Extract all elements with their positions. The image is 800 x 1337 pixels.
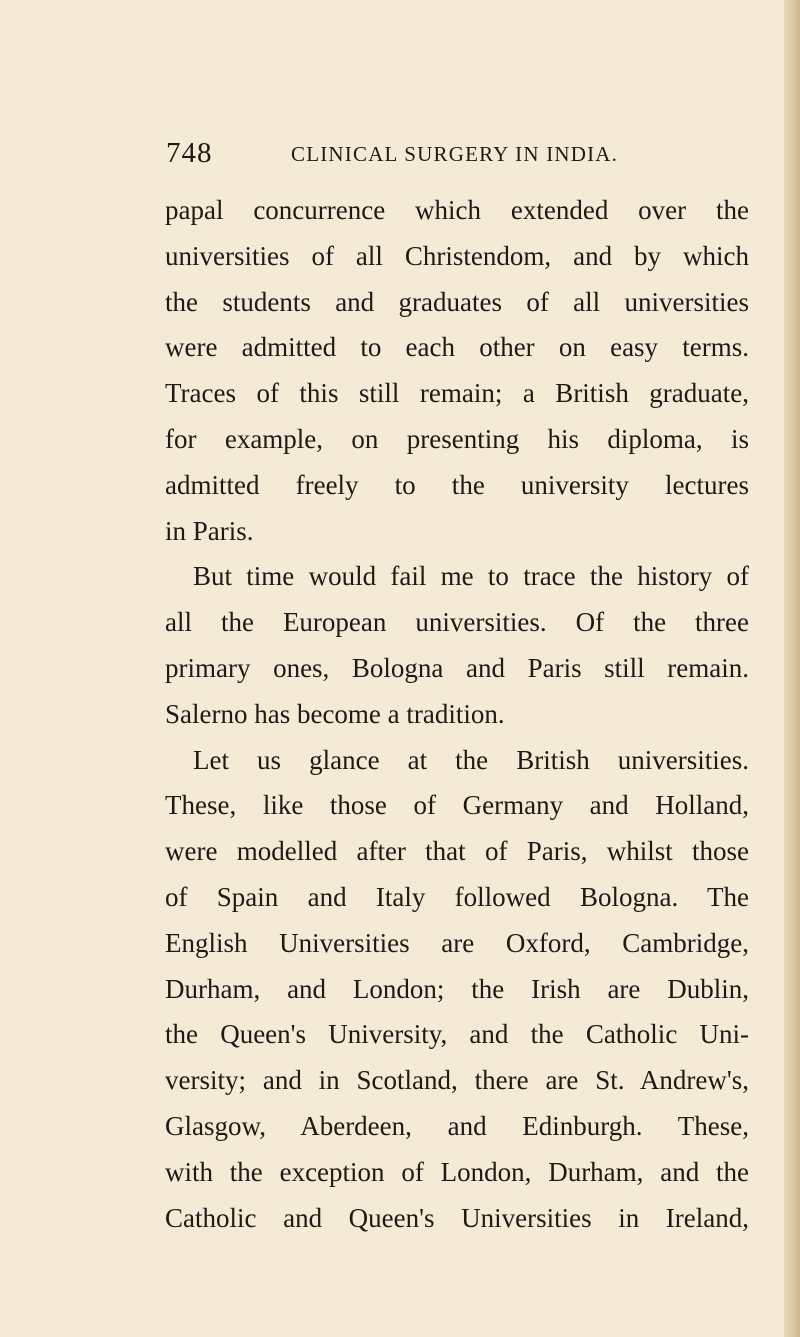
- text-line: Durham, and London; the Irish are Dublin,: [165, 973, 749, 1004]
- text-line: Salerno has become a tradition.: [165, 698, 505, 729]
- text-line: for example, on presenting his diploma, is: [165, 423, 749, 454]
- text-line: papal concurrence which extended over the: [165, 195, 749, 225]
- text-line: versity; and in Scotland, there are St. Andrew's,: [165, 1065, 749, 1096]
- page-number: 748: [166, 137, 213, 169]
- body-text: [165, 188, 749, 1241]
- text-line: were admitted to each other on easy terms.: [165, 332, 749, 363]
- text-line: in Paris.: [165, 515, 254, 546]
- running-title: CLINICAL SURGERY IN INDIA.: [291, 142, 619, 166]
- text-line: of Spain and Italy followed Bologna. The: [165, 881, 749, 912]
- text-line: with the exception of London, Durham, and the: [165, 1156, 749, 1187]
- text-line: the students and graduates of all universities: [165, 286, 749, 317]
- text-line: These, like those of Germany and Holland,: [165, 790, 749, 821]
- text-line: Glasgow, Aberdeen, and Edinburgh. These,: [165, 1110, 749, 1141]
- text-line: Catholic and Queen's Universities in Ireland,: [165, 1202, 749, 1233]
- text-line: primary ones, Bologna and Paris still remain.: [165, 652, 749, 683]
- page-header: [166, 137, 766, 177]
- text-line: Let us glance at the British universities.: [193, 744, 749, 775]
- text-line: But time would fail me to trace the history of: [193, 561, 749, 592]
- text-line: universities of all Christendom, and by which: [165, 240, 749, 271]
- text-line: all the European universities. Of the three: [165, 607, 749, 638]
- text-line: admitted freely to the university lectures: [165, 469, 749, 500]
- text-line: were modelled after that of Paris, whilst those: [165, 836, 749, 867]
- text-line: the Queen's University, and the Catholic Uni-: [165, 1019, 749, 1050]
- text-line: Traces of this still remain; a British graduate,: [165, 378, 749, 409]
- page-edge: [784, 0, 800, 1337]
- text-line: English Universities are Oxford, Cambridge,: [165, 927, 749, 958]
